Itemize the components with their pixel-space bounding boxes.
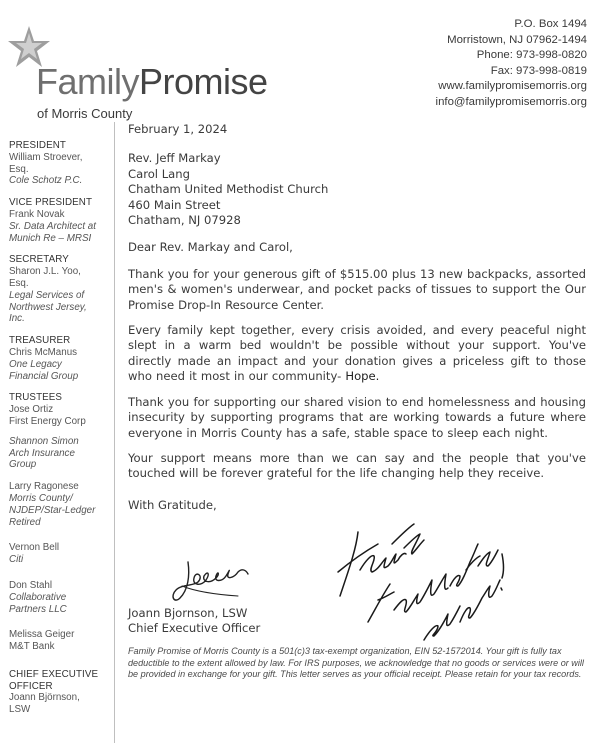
- member-org: Group: [9, 459, 37, 471]
- member-name: Esq.: [9, 277, 29, 289]
- salutation: Dear Rev. Markay and Carol,: [128, 240, 293, 255]
- tax-receipt-footer: Family Promise of Morris County is a 501(c)3 tax-exempt organization, EIN 52-1572014. Your gift is fully tax deductible to the extent allowed by law. For IRS purposes, we acknowledge that no goods or services were or will be provided in exchange for your gift. This letter serves as your official receipt. Please retain for your tax records.: [128, 646, 584, 680]
- member-org: Citi: [9, 554, 24, 566]
- member-name: Larry Ragonese: [9, 481, 79, 493]
- member-org: Legal Services of: [9, 289, 85, 301]
- sidebar-trustee: [9, 580, 109, 615]
- contact-phone: Phone: 973-998-0820: [476, 49, 587, 62]
- logo-wordmark: [36, 61, 268, 102]
- signer-name: Joann Bjornson, LSW: [128, 606, 248, 620]
- sidebar-secretary: [9, 254, 109, 325]
- contact-city: Morristown, NJ 07962-1494: [447, 33, 587, 46]
- member-org: Arch Insurance: [9, 447, 75, 459]
- signer-title: Chief Executive Officer: [128, 621, 261, 636]
- sidebar-trustee: [9, 436, 109, 471]
- member-org: Shannon Simon: [9, 435, 79, 447]
- member-org: Sr. Data Architect at: [9, 220, 96, 232]
- member-name: First Energy Corp: [9, 415, 86, 427]
- contact-email[interactable]: info@familypromisemorris.org: [435, 95, 587, 108]
- sidebar-trustee: [9, 629, 109, 653]
- paragraph-gratitude: Your support means more than we can say and the people that you've touched will be forever grateful for the life changing help they receive.: [128, 450, 586, 481]
- member-org: Northwest Jersey,: [9, 301, 87, 313]
- paragraph-vision: Thank you for supporting our shared vision to end homelessness and housing insecurity by supporting programs that are working towards a future where everyone in Morris County has a safe, stable space to sleep each night.: [128, 394, 586, 440]
- member-name: Melissa Geiger: [9, 629, 75, 641]
- member-org: Inc.: [9, 313, 25, 325]
- member-name: William Stroever,: [9, 151, 83, 163]
- role-label: SECRETARY: [9, 254, 69, 266]
- address-line: Chatham, NJ 07928: [128, 213, 241, 228]
- role-label: CHIEF EXECUTIVE: [9, 668, 99, 680]
- letter-date: February 1, 2024: [128, 122, 228, 136]
- sidebar-trustee: [9, 481, 109, 528]
- sidebar-president: [9, 140, 109, 187]
- recipient-address: [128, 151, 586, 228]
- member-name: Vernon Bell: [9, 542, 60, 554]
- member-org: Retired: [9, 516, 41, 528]
- paragraph-impact-text: Every family kept together, every crisis avoided, and every peaceful night slept in a warm bed wouldn't be possible without your support. You've directly made an impact and your donation gives a priceless gift to those who need it most in our community-: [128, 323, 586, 384]
- member-org: NJDEP/Star-Ledger: [9, 504, 96, 516]
- signer-block: [128, 606, 260, 636]
- address-line: Carol Lang: [128, 166, 190, 181]
- role-label: VICE PRESIDENT: [9, 197, 93, 209]
- member-name: Chris McManus: [9, 346, 78, 358]
- contact-website[interactable]: www.familypromisemorris.org: [438, 80, 587, 93]
- role-label: PRESIDENT: [9, 140, 66, 151]
- role-label: TREASURER: [9, 335, 71, 347]
- contact-po-box: P.O. Box 1494: [514, 18, 587, 30]
- sidebar-divider: [114, 122, 115, 743]
- member-name: Frank Novak: [9, 208, 65, 220]
- sidebar-treasurer: [9, 335, 109, 382]
- role-label: TRUSTEES: [9, 392, 63, 404]
- member-name: Sharon J.L. Yoo,: [9, 266, 81, 278]
- member-org: Partners LLC: [9, 603, 67, 615]
- letter-body: [128, 122, 586, 513]
- member-name: Joann Björnson,: [9, 692, 80, 704]
- closing: With Gratitude,: [128, 497, 217, 512]
- role-label: OFFICER: [9, 680, 53, 692]
- sidebar-ceo: [9, 669, 109, 716]
- sidebar-vice-president: [9, 197, 109, 244]
- member-org: Cole Schotz P.C.: [9, 175, 83, 187]
- signature-scribble: [168, 556, 258, 608]
- paragraph-impact: [128, 323, 586, 385]
- logo-word-family: Family: [36, 61, 139, 102]
- contact-fax: Fax: 973-998-0819: [490, 64, 587, 77]
- address-line: Chatham United Methodist Church: [128, 182, 329, 197]
- handwritten-thank-you-note: [320, 514, 510, 644]
- member-org: Morris County/: [9, 492, 73, 504]
- board-sidebar: [9, 140, 109, 726]
- member-name: Don Stahl: [9, 579, 53, 591]
- member-org: One Legacy: [9, 358, 62, 370]
- family-promise-logo: [6, 22, 286, 121]
- address-line: Rev. Jeff Markay: [128, 151, 221, 166]
- sidebar-trustee: [9, 542, 109, 566]
- member-name: M&T Bank: [9, 641, 55, 653]
- address-line: 460 Main Street: [128, 197, 221, 212]
- logo-word-promise: Promise: [139, 61, 268, 102]
- member-name: LSW: [9, 704, 31, 716]
- logo-subtitle: of Morris County: [37, 106, 133, 121]
- member-name: Esq.: [9, 163, 29, 175]
- contact-block: [436, 17, 587, 111]
- sidebar-trustees: [9, 392, 109, 427]
- paragraph-thanks: Thank you for your generous gift of $515.00 plus 13 new backpacks, assorted men's & women's underwear, and pocket packs of tissues to support the Our Promise Drop-In Resource Center.: [128, 266, 586, 312]
- member-org: Collaborative: [9, 591, 67, 603]
- member-name: Jose Ortiz: [9, 404, 54, 416]
- hope-word: Hope.: [345, 369, 380, 384]
- member-org: Financial Group: [9, 370, 79, 382]
- member-org: Munich Re – MRSI: [9, 232, 92, 244]
